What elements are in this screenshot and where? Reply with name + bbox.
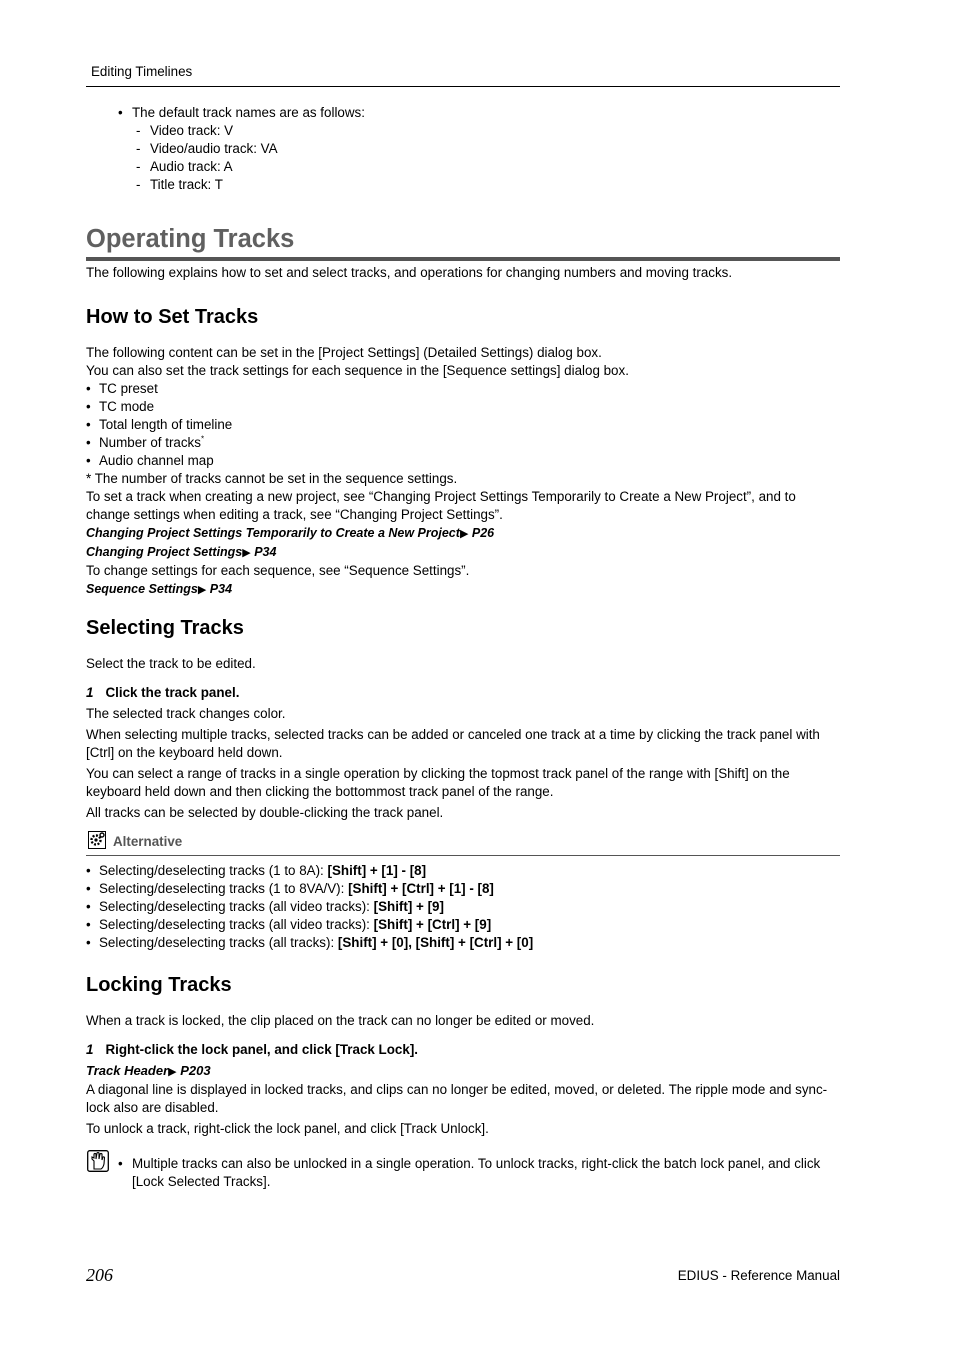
note-hand-icon <box>87 1150 109 1172</box>
alternative-list <box>86 862 840 952</box>
list-item: • TC preset <box>86 380 840 398</box>
list-item: • Selecting/deselecting tracks (all video tracks): [Shift] + [9] <box>86 898 840 916</box>
ref-link-sequence-settings[interactable]: Sequence Settings▶ P34 <box>86 580 840 599</box>
list-item: • Number of tracks* <box>86 434 840 452</box>
running-header: Editing Timelines <box>91 64 193 79</box>
default-names-list <box>136 122 365 194</box>
locking-step: 1 Right-click the lock panel, and click [Track Lock]. <box>86 1042 418 1057</box>
note-text: • Multiple tracks can also be unlocked in a single operation. To unlock tracks, right-click the batch lock panel, and click [Lock Selected Tracks]. <box>118 1156 821 1189</box>
list-item: • Selecting/deselecting tracks (all tracks): [Shift] + [0], [Shift] + [Ctrl] + [0] <box>86 934 840 952</box>
set-tracks-p3: To set a track when creating a new project, see “Changing Project Settings Temporarily to Create a New Project”, and to change settings when editing a track, see “Changing Project Settings”. <box>86 489 796 522</box>
list-item: - Video/audio track: VA <box>136 140 365 158</box>
arrow-right-icon: ▶ <box>459 528 469 540</box>
footnote-mark: * <box>200 434 205 444</box>
locking-section <box>86 972 840 1138</box>
selecting-step: 1 Click the track panel. <box>86 685 240 700</box>
list-item: • Total length of timeline <box>86 416 840 434</box>
gear-icon <box>88 831 106 849</box>
list-item: • Audio channel map <box>86 452 840 470</box>
selecting-title: Selecting Tracks <box>86 617 244 639</box>
set-tracks-section <box>86 304 840 599</box>
set-tracks-p2: You can also set the track settings for each sequence in the [Sequence settings] dialog box. <box>86 363 629 378</box>
list-item: - Title track: T <box>136 176 365 194</box>
selecting-p4: All tracks can be selected by double-clicking the track panel. <box>86 805 444 820</box>
list-item: - Audio track: A <box>136 158 365 176</box>
alternative-header <box>86 828 840 856</box>
selecting-section <box>86 615 840 822</box>
set-tracks-list <box>86 380 840 470</box>
list-item: • TC mode <box>86 398 840 416</box>
selecting-p2: When selecting multiple tracks, selected tracks can be added or canceled one track at a time by clicking the track panel with [Ctrl] on the keyboard held down. <box>86 727 820 760</box>
manual-title: EDIUS - Reference Manual <box>677 1268 840 1283</box>
default-track-names <box>118 104 365 194</box>
set-tracks-title: How to Set Tracks <box>86 306 259 328</box>
selecting-intro: Select the track to be edited. <box>86 656 256 671</box>
alternative-label: Alternative <box>113 834 183 849</box>
set-tracks-footnote: * The number of tracks cannot be set in the sequence settings. <box>86 471 458 486</box>
arrow-right-icon: ▶ <box>242 547 251 559</box>
list-item: • Selecting/deselecting tracks (1 to 8A): [Shift] + [1] - [8] <box>86 862 840 880</box>
selecting-p3: You can select a range of tracks in a single operation by clicking the topmost track panel of the range with [Shift] on the keyboard held down and then clicking the bottommost track panel of the range. <box>86 766 790 799</box>
ref-link-new-project[interactable]: Changing Project Settings Temporarily to Create a New Project▶ P26 <box>86 524 840 543</box>
list-item: • Selecting/deselecting tracks (1 to 8VA/V): [Shift] + [Ctrl] + [1] - [8] <box>86 880 840 898</box>
locking-intro: When a track is locked, the clip placed on the track can no longer be edited or moved. <box>86 1013 595 1028</box>
locking-p1: A diagonal line is displayed in locked tracks, and clips can no longer be edited, moved, or deleted. The ripple mode and sync-lock also are disabled. <box>86 1082 828 1115</box>
page-number: 206 <box>86 1265 113 1285</box>
ref-link-project-settings[interactable]: Changing Project Settings▶ P34 <box>86 543 840 562</box>
selecting-p1: The selected track changes color. <box>86 706 286 721</box>
set-tracks-p4: To change settings for each sequence, see “Sequence Settings”. <box>86 563 470 578</box>
list-item: - Video track: V <box>136 122 365 140</box>
section-title-rule <box>86 257 840 261</box>
default-names-intro: • The default track names are as follows: <box>118 104 365 122</box>
set-tracks-p1: The following content can be set in the [Project Settings] (Detailed Settings) dialog box. <box>86 345 602 360</box>
arrow-right-icon: ▶ <box>197 584 207 596</box>
list-item: • Selecting/deselecting tracks (all video tracks): [Shift] + [Ctrl] + [9] <box>86 916 840 934</box>
note-block <box>118 1155 840 1191</box>
locking-title: Locking Tracks <box>86 974 232 996</box>
section-intro: The following explains how to set and select tracks, and operations for changing numbers and moving tracks. <box>86 265 733 280</box>
alternative-list-container <box>86 862 840 952</box>
section-title: Operating Tracks <box>86 225 295 253</box>
ref-link-track-header[interactable]: Track Header▶ P203 <box>86 1062 840 1081</box>
locking-p2: To unlock a track, right-click the lock panel, and click [Track Unlock]. <box>86 1121 489 1136</box>
header-divider <box>86 86 840 87</box>
arrow-right-icon: ▶ <box>168 1066 177 1078</box>
